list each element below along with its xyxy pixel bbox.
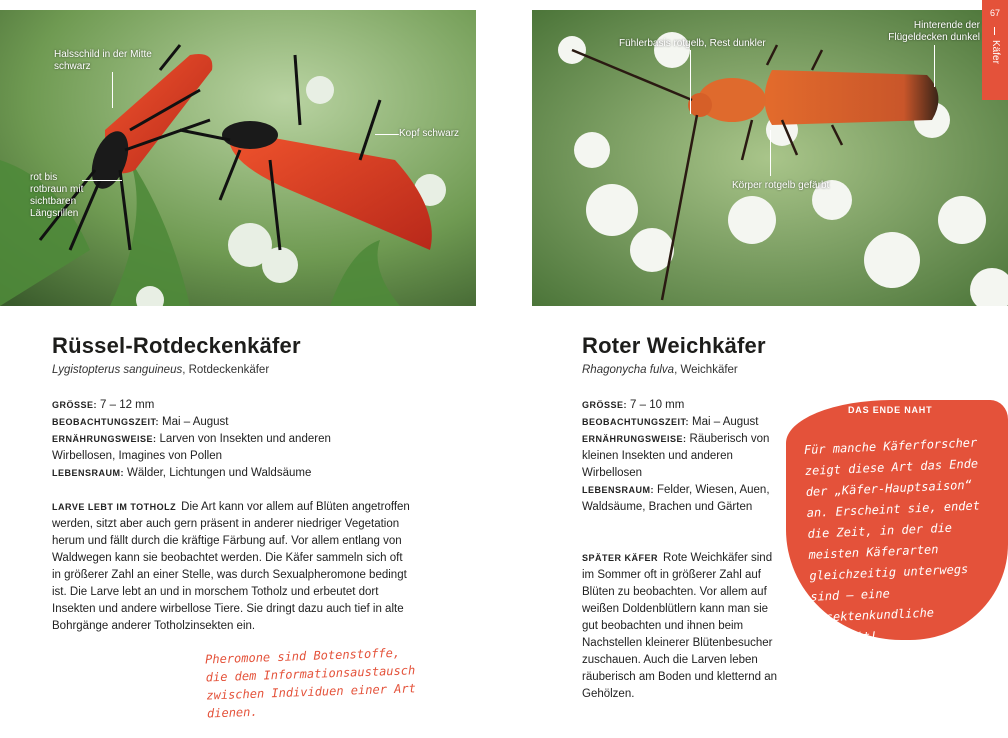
fact-label: ERNÄHRUNGSWEISE xyxy=(582,434,684,444)
margin-note-left xyxy=(205,641,467,722)
fact-value: Mai – August xyxy=(692,416,759,428)
fact-value: Räuberisch von kleinen Insekten und anderen Wirbellosen xyxy=(582,433,770,479)
fact-value: Mai – August xyxy=(162,416,229,428)
body-left xyxy=(52,499,410,635)
label-head: Kopf schwarz xyxy=(399,128,460,139)
fact-label: LEBENSRAUM xyxy=(52,468,121,478)
species-subtitle-right xyxy=(582,364,738,376)
body-paragraph: Die Art kann vor allem auf Blüten angetroffen werden, sitzt aber auch gern präsent in anderer niedriger Vegetation herum und fällt durch die kräftige Färbung auf. Vor allem entlang von Waldwegen kann sie beobachtet werden. Die Käfer sammeln sich oft in größerer Zahl an einer Stelle, was durch Sexualpheromone bedingt ist. Die Larve lebt an und in morschem Totholz und erbeutet dort Insekten und andere wirbellose Tiere. Sie dringt dazu auch tief in alte Bohrgänge anderer Totholzinsekten ein. xyxy=(52,501,410,632)
note-line: zwischen Individuen einer Art dienen. xyxy=(206,681,417,721)
fact-label: ERNÄHRUNGSWEISE xyxy=(52,434,154,444)
fact-label: LEBENSRAUM xyxy=(582,485,651,495)
note-line: Pheromone sind Botenstoffe, xyxy=(204,645,401,667)
leader-line xyxy=(770,130,771,176)
fact-label: BEOBACHTUNGSZEIT xyxy=(582,417,686,427)
leader-line xyxy=(934,45,935,87)
fact-value: Larven von Insekten und anderen Wirbellosen, Imagines von Pollen xyxy=(52,433,331,462)
leader-line xyxy=(112,72,113,108)
fact-label: GRÖSSE xyxy=(582,400,624,410)
leader-line xyxy=(375,134,399,135)
common-name: , Weichkäfer xyxy=(674,364,738,376)
label-antenna: Fühlerbasis rotgelb, Rest dunkler xyxy=(619,38,766,49)
common-name: , Rotdeckenkäfer xyxy=(182,364,270,376)
facts-left: GRÖSSE: 7 – 12 mm BEOBACHTUNGSZEIT: Mai – August ERNÄHRUNGSWEISE: Larven von Insekten und anderen Wirbellosen, Imagines von Pollen LEBENSRAUM: Wälder, Lichtungen und Waldsäume xyxy=(52,399,331,479)
label-pronotum: Halsschild in der Mitte schwarz xyxy=(54,49,152,72)
facts-right: GRÖSSE: 7 – 10 mm BEOBACHTUNGSZEIT: Mai – August ERNÄHRUNGSWEISE: Räuberisch von kleinen Insekten und anderen Wirbellosen LEBENSRAUM: Felder, Wiesen, Auen, Waldsäume, Brachen und Gärten xyxy=(582,399,770,513)
latin-name: Lygistopterus sanguineus xyxy=(52,364,183,376)
body-runhead: SPÄTER KÄFER xyxy=(582,553,659,563)
species-title-right: Roter Weichkäfer xyxy=(582,333,766,358)
species-title-left: Rüssel-Rotdeckenkäfer xyxy=(52,333,301,358)
label-elytra-tip: Hinterende der Flügeldecken dunkel xyxy=(888,20,980,43)
tab-divider xyxy=(994,27,995,35)
latin-name: Rhagonycha fulva xyxy=(582,364,675,376)
fact-label: GRÖSSE xyxy=(52,400,94,410)
leader-line xyxy=(690,50,691,114)
fact-value: 7 – 12 mm xyxy=(100,399,155,411)
body-runhead: LARVE LEBT IM TOTHOLZ xyxy=(52,502,177,512)
note-line: die dem Informationsaustausch xyxy=(205,663,416,685)
body-paragraph: Rote Weichkäfer sind im Sommer oft in größerer Zahl auf Blüten zu beobachten. Vor allem auf weißen Doldenblütlern kann man sie gut beobachten und ihnen beim Nachstellen kleinerer Blütenbesucher zuschauen. Auch die Larven leben räuberisch am Boden und kletternd an Gehölzen. xyxy=(582,552,777,700)
label-elytra: rot bis rotbraun mit sichtbaren Längsrillen xyxy=(30,172,84,219)
fact-value: Wälder, Lichtungen und Waldsäume xyxy=(127,467,312,479)
callout-heading: DAS ENDE NAHT xyxy=(848,405,933,415)
fact-value: Felder, Wiesen, Auen, Waldsäume, Brachen und Gärten xyxy=(582,484,770,513)
species-subtitle-left xyxy=(52,364,269,376)
page-number: 67 xyxy=(989,8,1000,18)
callout-text: Für manche Käferforscher zeigt diese Art das Ende der „Käfer-Hauptsaison“ an. Erscheint sie, endet die Zeit, in der die meisten Käferarten gleichzeitig unterwegs sind – eine insektenkundliche Weisheit! xyxy=(803,435,981,646)
label-body-color: Körper rotgelb gefärbt xyxy=(732,180,830,191)
fact-value: 7 – 10 mm xyxy=(630,399,685,411)
section-label: Käfer xyxy=(990,40,1001,64)
body-right xyxy=(582,550,782,703)
fact-label: BEOBACHTUNGSZEIT xyxy=(52,417,156,427)
